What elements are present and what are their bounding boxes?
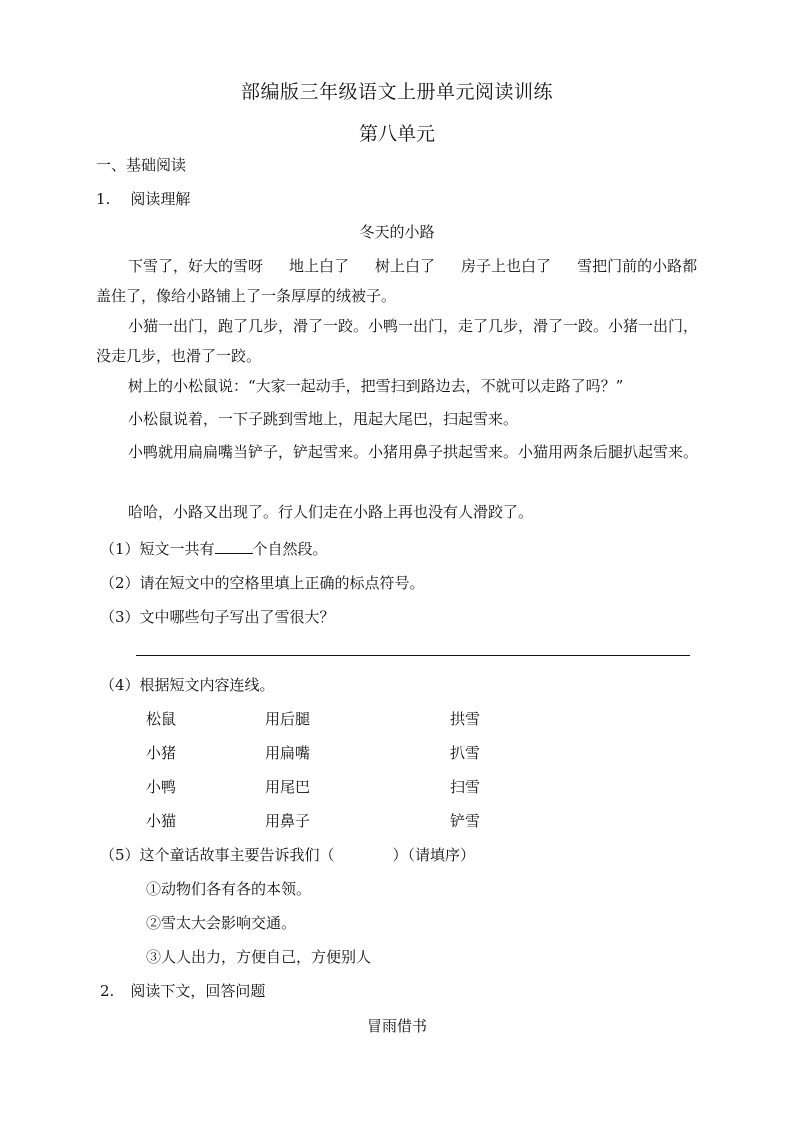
question-number: 2. bbox=[100, 982, 115, 1000]
sentence: 下雪了，好大的雪呀 bbox=[128, 257, 264, 275]
sentence: 房子上也白了 bbox=[461, 257, 552, 275]
option-2: ②雪太大会影响交通。 bbox=[146, 914, 297, 932]
match-tool[interactable]: 用鼻子 bbox=[265, 812, 311, 830]
option-3: ③人人出力，方便自己，方便别人 bbox=[146, 948, 372, 966]
sub-question-3: （3）文中哪些句子写出了雪很大？ bbox=[100, 608, 335, 626]
story-title: 冒雨借书 bbox=[366, 1017, 427, 1035]
question-number: 1. bbox=[96, 190, 111, 208]
match-animal[interactable]: 松鼠 bbox=[146, 710, 177, 728]
match-animal[interactable]: 小猪 bbox=[146, 744, 177, 762]
story-title: 冬天的小路 bbox=[359, 223, 435, 241]
match-action[interactable]: 扫雪 bbox=[450, 778, 481, 796]
match-tool[interactable]: 用扁嘴 bbox=[265, 744, 311, 762]
match-animal[interactable]: 小猫 bbox=[146, 812, 177, 830]
match-action[interactable]: 拱雪 bbox=[450, 710, 481, 728]
answer-line[interactable] bbox=[136, 655, 690, 656]
question-1-heading bbox=[96, 188, 190, 209]
story-paragraph-3: 树上的小松鼠说：“大家一起动手，把雪扫到路边去，不就可以走路了吗？” bbox=[128, 377, 624, 395]
match-tool[interactable]: 用尾巴 bbox=[265, 778, 311, 796]
sub-question-5: （5）这个童话故事主要告诉我们（ ）（请填序） bbox=[100, 846, 476, 864]
sentence: 地上白了 bbox=[289, 257, 350, 275]
story-paragraph-6: 哈哈，小路又出现了。行人们走在小路上再也没有人滑跤了。 bbox=[128, 503, 534, 521]
match-animal[interactable]: 小鸭 bbox=[146, 778, 177, 796]
story-paragraph-4: 小松鼠说着，一下子跳到雪地上，甩起大尾巴，扫起雪来。 bbox=[128, 410, 519, 428]
sub-question-2: （2）请在短文中的空格里填上正确的标点符号。 bbox=[100, 574, 425, 592]
option-1: ①动物们各有各的本领。 bbox=[146, 880, 312, 898]
story-paragraph-2: 小猫一出门，跑了几步，滑了一跤。小鸭一出门，走了几步，滑了一跤。小猪一出门，没走几步，也滑了一跤。 bbox=[96, 317, 699, 365]
match-tool[interactable]: 用后腿 bbox=[265, 710, 311, 728]
match-action[interactable]: 铲雪 bbox=[450, 812, 481, 830]
question-2-heading bbox=[100, 980, 265, 1001]
sub-question-4: （4）根据短文内容连线。 bbox=[100, 676, 275, 694]
story-paragraph-1 bbox=[96, 251, 700, 311]
match-action[interactable]: 扒雪 bbox=[450, 744, 481, 762]
page-title: 部编版三年级语文上册单元阅读训练 bbox=[240, 81, 553, 103]
sentence: 都盖住了，像给小路铺上了一条厚厚的绒被子。 bbox=[96, 257, 698, 305]
question-label: 阅读下文，回答问题 bbox=[130, 982, 266, 1000]
sentence: 树上白了 bbox=[375, 257, 436, 275]
answer-blank[interactable] bbox=[215, 539, 253, 554]
section-heading: 一、基础阅读 bbox=[96, 156, 187, 174]
unit-title: 第八单元 bbox=[358, 123, 435, 145]
question-label: 阅读理解 bbox=[130, 190, 191, 208]
sub-question-1: （1）短文一共有 个自然段。 bbox=[100, 540, 328, 558]
story-paragraph-5: 小鸭就用扁扁嘴当铲子，铲起雪来。小猪用鼻子拱起雪来。小猫用两条后腿扒起雪来。 bbox=[128, 443, 699, 461]
sentence: 雪把门前的小路 bbox=[577, 257, 683, 275]
